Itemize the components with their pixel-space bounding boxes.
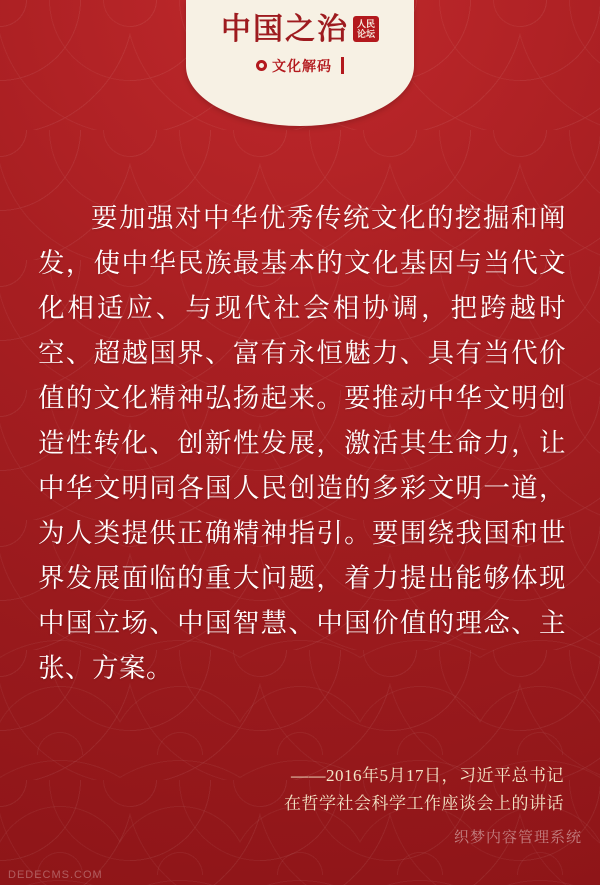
- header-plaque: [186, 0, 414, 126]
- attribution-source-line: ——2016年5月17日，习近平总书记: [291, 766, 564, 785]
- subtitle-accent-bar: [341, 57, 344, 74]
- brand-subtitle: 文化解码: [272, 59, 332, 75]
- attribution: [164, 762, 564, 818]
- attribution-occasion-line: 在哲学社会科学工作座谈会上的讲话: [284, 794, 564, 813]
- brand-row: [221, 14, 379, 46]
- watermark-main: 织梦内容管理系统: [453, 829, 582, 846]
- publisher-seal-icon: 人民论坛: [353, 16, 379, 42]
- target-dot-icon: [256, 60, 267, 71]
- brand-title: 中国之治: [221, 13, 349, 46]
- quote-body: 要加强对中华优秀传统文化的挖掘和阐发，使中华民族最基本的文化基因与当代文化相适应、与现代社会相协调，把跨越时空、超越国界、富有永恒魅力、具有当代价值的文化精神弘扬起来。要推动中华文明创造性转化、创新性发展，激活其生命力，让中华文明同各国人民创造的多彩文明一道，为人类提供正确精神指引。要围绕我国和世界发展面临的重大问题，着力提出能够体现中国立场、中国智慧、中国价值的理念、主张、方案。: [38, 203, 566, 683]
- watermark-corner: DEDECMS.COM: [8, 869, 103, 881]
- brand-subtitle-row: [256, 56, 344, 76]
